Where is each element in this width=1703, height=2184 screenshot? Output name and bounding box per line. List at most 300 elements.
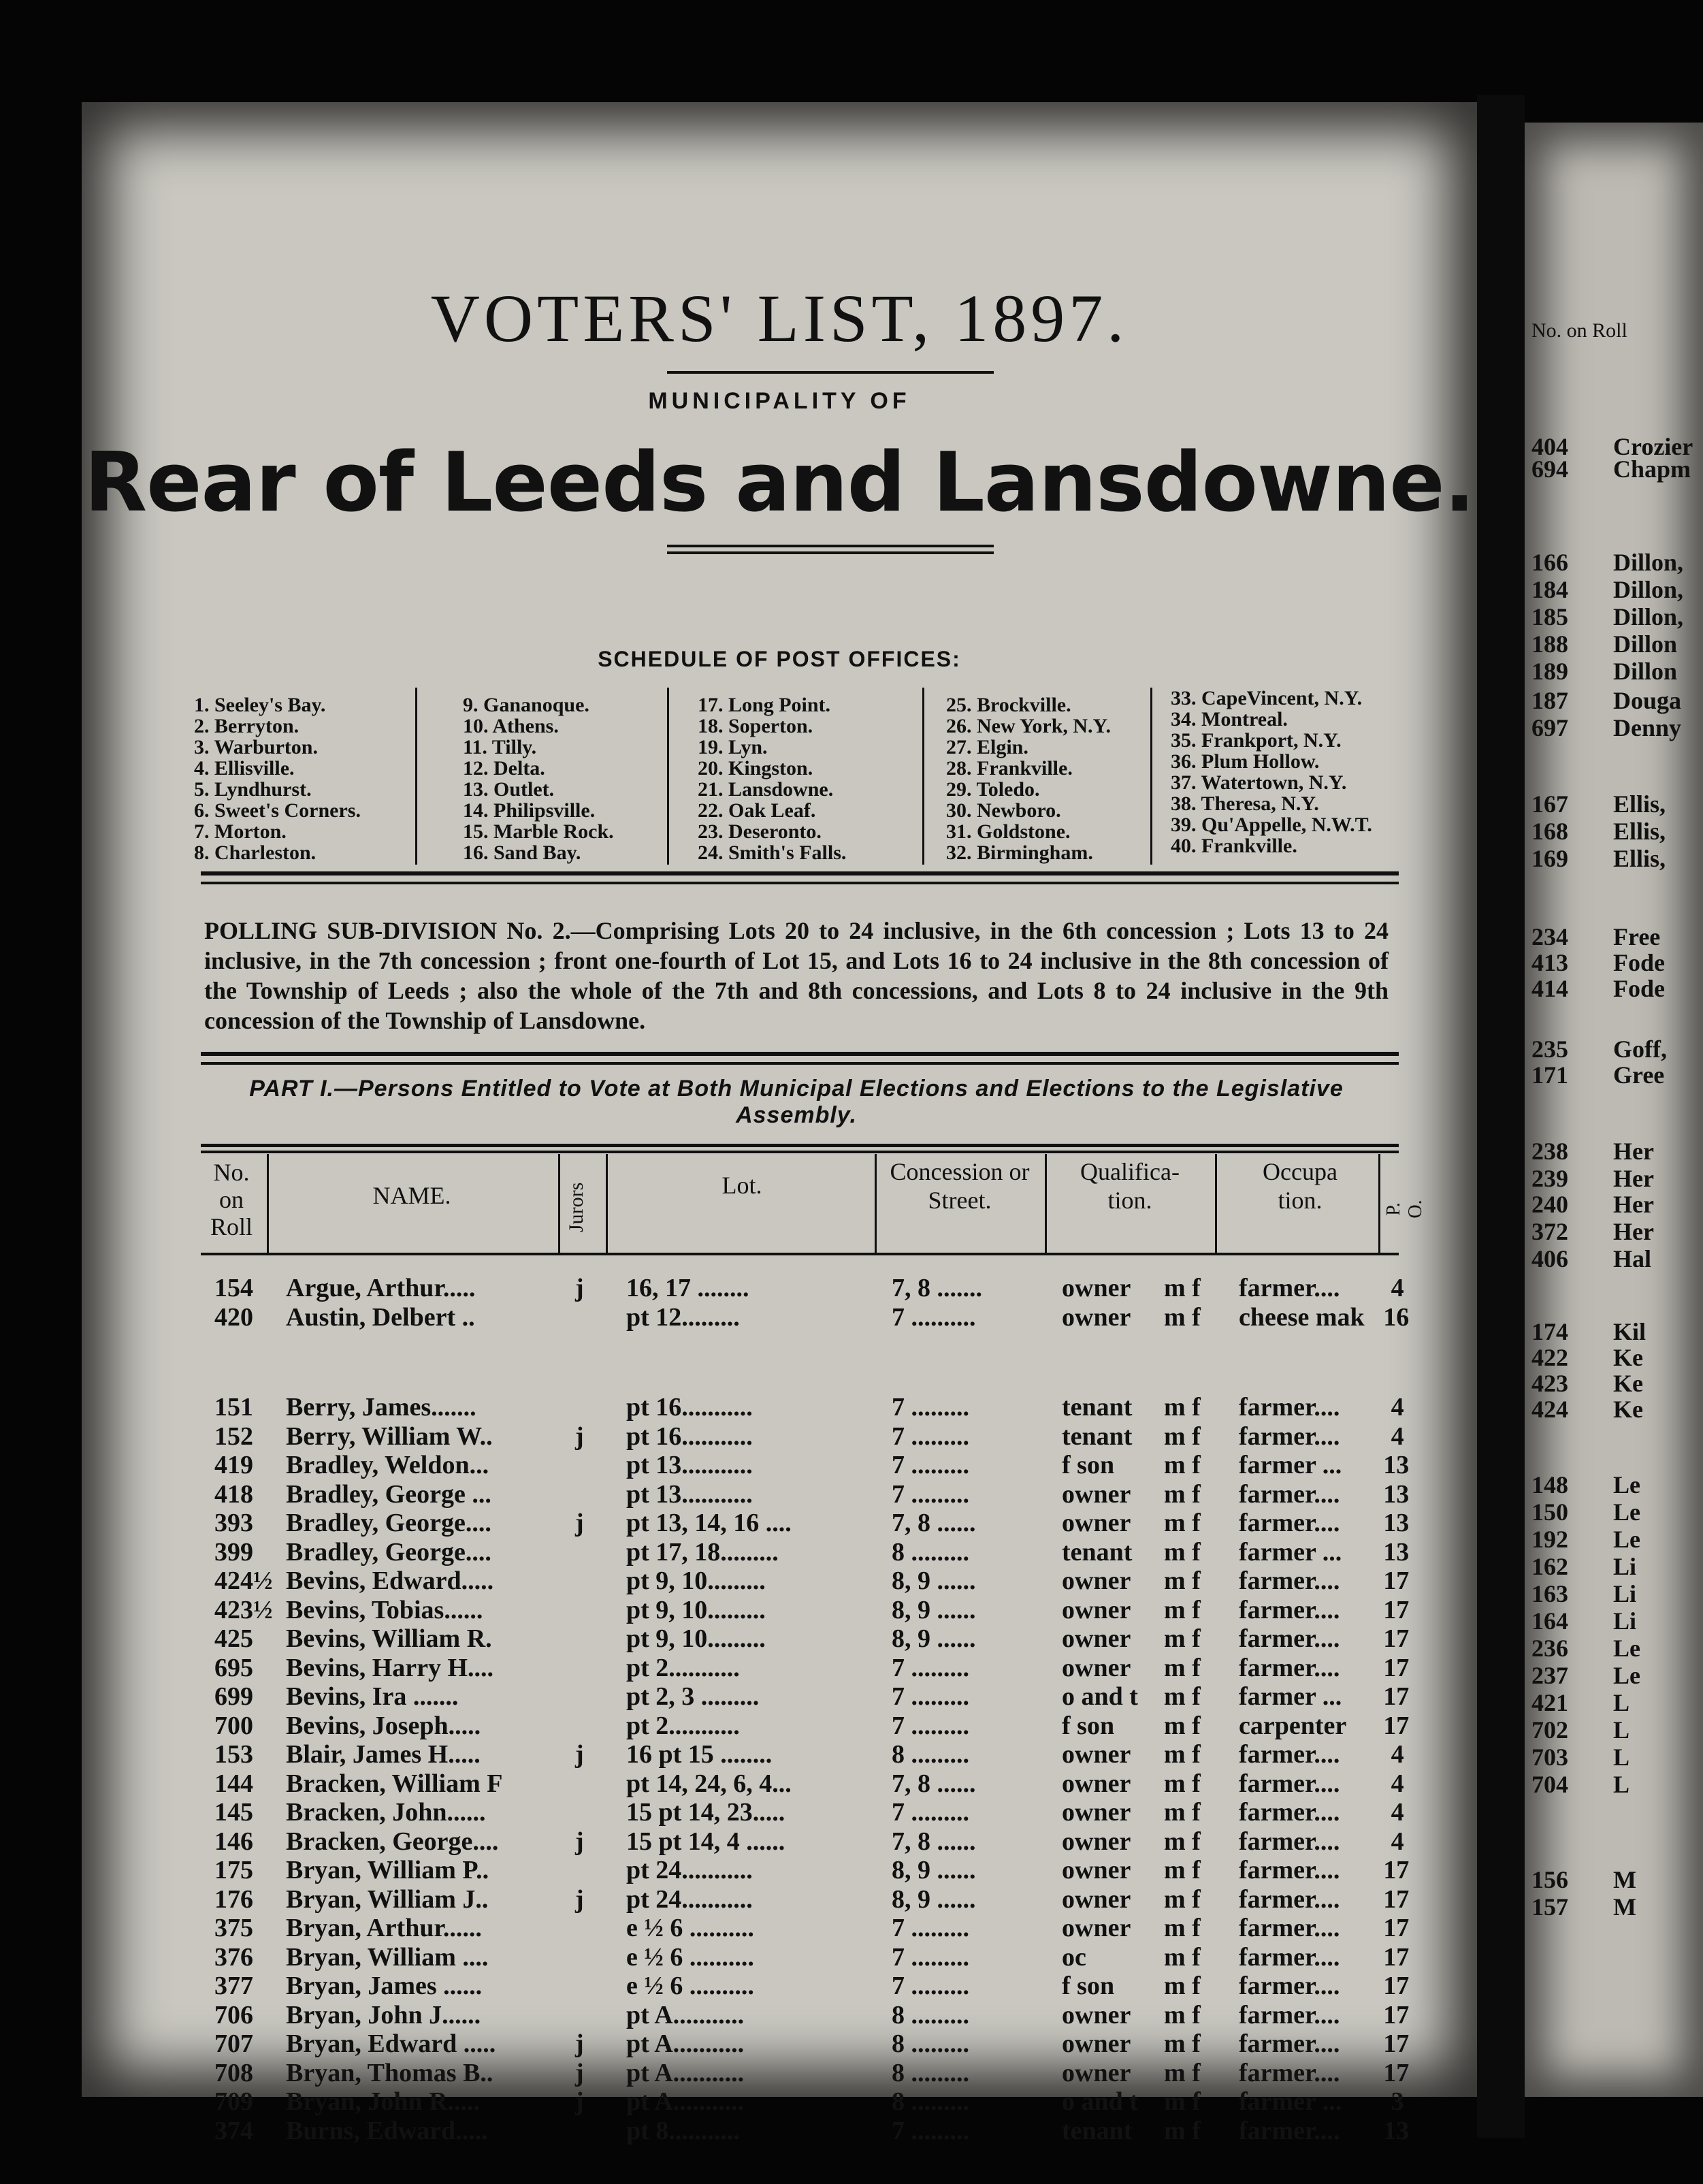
occupation: farmer.... (1239, 1567, 1340, 1595)
post-office-item: 14. Philipsville. (463, 799, 596, 822)
part-heading: PART I.—Persons Entitled to Vote at Both Municipal Elections and Elections to the Legislative Assembly. (249, 1076, 1344, 1128)
voter-name: Bryan, James ...... (286, 1972, 483, 2000)
table-row (82, 1392, 1477, 1421)
roll-number: 420 (214, 1302, 253, 1332)
voter-name: Bradley, George ... (286, 1479, 491, 1509)
adjacent-roll-number: 166 (1531, 549, 1568, 576)
municipality-name: Rear of Leeds and Lansdowne. (84, 436, 1475, 530)
adjacent-roll-number: 240 (1531, 1191, 1568, 1218)
occupation: farmer ... (1239, 1682, 1342, 1711)
table-row (82, 1739, 1477, 1768)
adjacent-name: L (1613, 1716, 1630, 1744)
table-header-rule (201, 1253, 1399, 1255)
adjacent-header: No. on Roll (1531, 319, 1627, 342)
concession: 7 ......... (892, 1653, 969, 1682)
post-office-number: 13 (1383, 1451, 1410, 1479)
post-office-number: 4 (1391, 1827, 1404, 1856)
adjacent-name: Ke (1613, 1396, 1643, 1423)
adjacent-name: Her (1613, 1218, 1654, 1245)
concession: 7 ......... (892, 2116, 969, 2145)
adjacent-name: L (1613, 1689, 1630, 1716)
roll-number: 146 (214, 1827, 253, 1856)
post-office-item: 35. Frankport, N.Y. (1171, 729, 1342, 752)
col-divider (267, 1154, 269, 1253)
juror-mark: j (575, 1422, 584, 1451)
occupation: farmer.... (1239, 1624, 1340, 1653)
adjacent-name: Le (1613, 1471, 1640, 1498)
qualification: owner (1062, 1884, 1131, 1914)
qualification: oc (1062, 1942, 1086, 1972)
mf-mark: m f (1164, 1740, 1201, 1769)
table-row (82, 2116, 1477, 2145)
voter-name: Bryan, Edward ..... (286, 2029, 496, 2058)
table-row (82, 1827, 1477, 1855)
adjacent-roll-number: 184 (1531, 576, 1568, 603)
occupation: farmer.... (1239, 1740, 1340, 1769)
header-lot (613, 1151, 871, 1253)
voter-name: Bracken, William F (286, 1769, 503, 1798)
adjacent-name: Ke (1613, 1344, 1643, 1371)
lot: pt 9, 10......... (626, 1624, 766, 1653)
table-row (82, 1624, 1477, 1652)
qualification: o and t (1062, 1682, 1138, 1711)
post-office-item: 17. Long Point. (698, 694, 831, 716)
occupation: farmer.... (1239, 1827, 1340, 1856)
concession: 8, 9 ...... (892, 1884, 976, 1914)
lot: pt 13, 14, 16 .... (626, 1509, 792, 1537)
concession: 7, 8 ...... (892, 1769, 976, 1798)
adjacent-name: Le (1613, 1526, 1640, 1553)
mf-mark: m f (1164, 1451, 1201, 1479)
concession: 7 ......... (892, 1393, 969, 1422)
post-office-number: 17 (1383, 1856, 1410, 1884)
juror-mark: j (575, 1740, 584, 1769)
post-office-number: 13 (1383, 1509, 1410, 1537)
post-office-item: 31. Goldstone. (946, 820, 1071, 843)
post-office-item: 5. Lyndhurst. (194, 778, 312, 801)
mf-mark: m f (1164, 2116, 1201, 2145)
header-jurors (562, 1151, 602, 1253)
adjacent-name: Dillon (1613, 630, 1678, 658)
mf-mark: m f (1164, 1884, 1201, 1914)
lot: pt 24........... (626, 1884, 753, 1914)
table-row (82, 1537, 1477, 1566)
concession: 7 ......... (892, 1682, 969, 1711)
lot: pt 2........... (626, 1653, 740, 1682)
post-office-number: 17 (1383, 2000, 1410, 2029)
roll-number: 707 (214, 2029, 253, 2058)
concession: 8, 9 ...... (892, 1567, 976, 1595)
post-office-number: 13 (1383, 2116, 1410, 2145)
mf-mark: m f (1164, 2058, 1201, 2087)
lot: 16, 17 ........ (626, 1274, 749, 1302)
header-occupation (1218, 1151, 1382, 1253)
table-row (82, 1682, 1477, 1710)
adjacent-roll-number: 413 (1531, 949, 1568, 976)
adjacent-roll-number: 163 (1531, 1580, 1568, 1607)
qualification: owner (1062, 1914, 1131, 1942)
table-row (82, 1653, 1477, 1682)
lot: pt A........... (626, 2000, 745, 2029)
table-row (82, 1971, 1477, 2000)
col-divider (1045, 1154, 1047, 1253)
qualification: tenant (1062, 1422, 1133, 1451)
adjacent-name: Le (1613, 1635, 1640, 1662)
occupation: farmer.... (1239, 1942, 1340, 1972)
occupation: farmer.... (1239, 1856, 1340, 1884)
post-office-number: 13 (1383, 1537, 1410, 1567)
table-top-rule (201, 1144, 1399, 1147)
qualification: owner (1062, 1740, 1131, 1769)
adjacent-roll-number: 189 (1531, 658, 1568, 685)
occupation: farmer.... (1239, 1595, 1340, 1624)
concession: 7 ......... (892, 1422, 969, 1451)
voter-name: Berry, William W.. (286, 1422, 493, 1451)
voter-name: Bevins, Edward..... (286, 1567, 494, 1595)
post-office-number: 4 (1391, 1422, 1404, 1451)
table-row (82, 1711, 1477, 1739)
adjacent-roll-number: 234 (1531, 923, 1568, 950)
adjacent-name: Dillon, (1613, 549, 1684, 576)
adjacent-roll-number: 424 (1531, 1396, 1568, 1423)
schedule-heading: SCHEDULE OF POST OFFICES: (598, 647, 961, 671)
adjacent-roll-number: 406 (1531, 1245, 1568, 1272)
juror-mark: j (575, 2058, 584, 2087)
mf-mark: m f (1164, 1422, 1201, 1451)
col-divider (875, 1154, 877, 1253)
header-qualification-label: Qualifica- tion. (1080, 1158, 1180, 1214)
adjacent-name: Ellis, (1613, 790, 1666, 818)
table-row (82, 2087, 1477, 2115)
lot: e ½ 6 .......... (626, 1914, 754, 1942)
voter-name: Bevins, William R. (286, 1624, 492, 1653)
post-office-item: 27. Elgin. (946, 736, 1028, 758)
qualification: owner (1062, 1595, 1131, 1624)
adjacent-name: Douga (1613, 687, 1682, 714)
occupation: farmer.... (1239, 2000, 1340, 2029)
qualification: owner (1062, 1856, 1131, 1884)
post-office-item: 8. Charleston. (194, 841, 317, 864)
roll-number: 418 (214, 1479, 253, 1509)
post-office-number: 17 (1383, 1884, 1410, 1914)
occupation: farmer ... (1239, 1451, 1342, 1479)
header-name-label: NAME. (372, 1182, 451, 1209)
post-office-number: 4 (1391, 1740, 1404, 1769)
post-office-number: 17 (1383, 1914, 1410, 1942)
mf-mark: m f (1164, 1798, 1201, 1827)
juror-mark: j (575, 1274, 584, 1302)
adjacent-roll-number: 421 (1531, 1689, 1568, 1716)
qualification: owner (1062, 1624, 1131, 1653)
roll-number: 419 (214, 1451, 253, 1479)
post-office-number: 16 (1383, 1302, 1410, 1332)
voter-name: Austin, Delbert .. (286, 1302, 475, 1332)
adjacent-roll-number: 150 (1531, 1498, 1568, 1526)
municipality-rule (667, 545, 994, 547)
lot: e ½ 6 .......... (626, 1942, 754, 1972)
post-office-number: 3 (1391, 2087, 1404, 2116)
post-office-item: 30. Newboro. (946, 799, 1061, 822)
adjacent-roll-number: 704 (1531, 1771, 1568, 1798)
post-office-item: 40. Frankville. (1171, 835, 1297, 857)
roll-number: 700 (214, 1711, 253, 1740)
post-office-number: 17 (1383, 2058, 1410, 2087)
concession: 8 ......... (892, 2058, 969, 2087)
post-office-column (946, 694, 1111, 863)
lot: pt 12......... (626, 1302, 740, 1332)
adjacent-roll-number: 174 (1531, 1318, 1568, 1345)
juror-mark: j (575, 1509, 584, 1537)
mf-mark: m f (1164, 1595, 1201, 1624)
municipality-label: MUNICIPALITY OF (648, 388, 911, 414)
mf-mark: m f (1164, 1682, 1201, 1711)
post-office-item: 3. Warburton. (194, 736, 318, 758)
schedule-divider (1150, 688, 1152, 865)
table-row (82, 1422, 1477, 1450)
schedule-rule-2 (201, 882, 1399, 884)
lot: 15 pt 14, 4 ...... (626, 1827, 785, 1856)
post-office-item: 11. Tilly. (463, 736, 537, 758)
adjacent-name: M (1613, 1866, 1636, 1893)
occupation: farmer.... (1239, 1393, 1340, 1422)
lot: pt 9, 10......... (626, 1567, 766, 1595)
voter-name: Berry, James....... (286, 1393, 476, 1422)
lot: pt 16........... (626, 1422, 753, 1451)
qualification: tenant (1062, 2116, 1133, 2145)
concession: 7 ......... (892, 1711, 969, 1740)
juror-mark: j (575, 2029, 584, 2058)
lot: 15 pt 14, 23..... (626, 1798, 785, 1827)
adjacent-roll-number: 372 (1531, 1218, 1568, 1245)
adjacent-roll-number: 414 (1531, 975, 1568, 1002)
concession: 8 ......... (892, 2000, 969, 2029)
col-divider (606, 1154, 608, 1253)
post-office-item: 9. Gananoque. (463, 694, 589, 716)
adjacent-roll-number: 185 (1531, 603, 1568, 630)
post-office-item: 38. Theresa, N.Y. (1171, 792, 1319, 815)
post-office-item: 34. Montreal. (1171, 708, 1288, 730)
adjacent-name: Le (1613, 1498, 1640, 1526)
lot: pt 13........... (626, 1479, 753, 1509)
voter-name: Bryan, Arthur...... (286, 1914, 482, 1942)
concession: 8, 9 ...... (892, 1856, 976, 1884)
adjacent-name: Le (1613, 1662, 1640, 1689)
header-jurors-label: Jurors (565, 1182, 587, 1232)
post-office-item: 32. Birmingham. (946, 841, 1093, 864)
post-office-column (1171, 688, 1372, 856)
adjacent-roll-number: 237 (1531, 1662, 1568, 1689)
qualification: owner (1062, 2058, 1131, 2087)
occupation: farmer.... (1239, 2058, 1340, 2087)
roll-number: 393 (214, 1509, 253, 1537)
adjacent-name: Ellis, (1613, 818, 1666, 845)
concession: 7 ......... (892, 1942, 969, 1972)
qualification: f son (1062, 1972, 1115, 2000)
adjacent-name: Her (1613, 1165, 1654, 1192)
roll-number: 708 (214, 2058, 253, 2087)
roll-number: 144 (214, 1769, 253, 1798)
concession: 8 ......... (892, 1537, 969, 1567)
post-office-item: 33. CapeVincent, N.Y. (1171, 687, 1363, 709)
mf-mark: m f (1164, 2087, 1201, 2116)
concession: 8 ......... (892, 2029, 969, 2058)
adjacent-name: Goff, (1613, 1035, 1667, 1063)
voter-name: Bevins, Ira ....... (286, 1682, 459, 1711)
voter-name: Bryan, William P.. (286, 1856, 489, 1884)
voter-name: Bradley, George.... (286, 1509, 491, 1537)
concession: 8 ......... (892, 2087, 969, 2116)
table-row (82, 1884, 1477, 1913)
voter-name: Bryan, John R..... (286, 2087, 481, 2116)
voter-name: Bevins, Harry H.... (286, 1653, 494, 1682)
adjacent-roll-number: 164 (1531, 1607, 1568, 1635)
post-office-item: 2. Berryton. (194, 715, 299, 737)
header-qualification (1048, 1151, 1212, 1253)
post-office-number: 17 (1383, 1942, 1410, 1972)
post-office-item: 7. Morton. (194, 820, 287, 843)
adjacent-roll-number: 423 (1531, 1370, 1568, 1397)
roll-number: 424½ (214, 1567, 273, 1595)
roll-number: 145 (214, 1798, 253, 1827)
mf-mark: m f (1164, 1393, 1201, 1422)
mf-mark: m f (1164, 1509, 1201, 1537)
roll-number: 423½ (214, 1595, 273, 1624)
roll-number: 152 (214, 1422, 253, 1451)
schedule-rule (201, 871, 1399, 876)
roll-number: 709 (214, 2087, 253, 2116)
voter-name: Bryan, William .... (286, 1942, 489, 1972)
header-po-label: P. O. (1383, 1200, 1426, 1219)
roll-number: 175 (214, 1856, 253, 1884)
qualification: owner (1062, 1302, 1131, 1332)
post-office-number: 17 (1383, 1567, 1410, 1595)
post-office-number: 4 (1391, 1274, 1404, 1302)
roll-number: 154 (214, 1274, 253, 1302)
adjacent-page (1525, 123, 1703, 2097)
adjacent-name: Free (1613, 923, 1661, 950)
concession: 7, 8 ...... (892, 1827, 976, 1856)
mf-mark: m f (1164, 1769, 1201, 1798)
post-office-item: 21. Lansdowne. (698, 778, 834, 801)
adjacent-name: Li (1613, 1553, 1637, 1580)
adjacent-name: L (1613, 1771, 1630, 1798)
voter-name: Bracken, George.... (286, 1827, 499, 1856)
adjacent-name: M (1613, 1893, 1636, 1921)
qualification: owner (1062, 1769, 1131, 1798)
post-office-item: 28. Frankville. (946, 757, 1073, 780)
adjacent-name: Kil (1613, 1318, 1647, 1345)
adjacent-roll-number: 702 (1531, 1716, 1568, 1744)
roll-number: 375 (214, 1914, 253, 1942)
adjacent-name: Ellis, (1613, 845, 1666, 872)
adjacent-roll-number: 239 (1531, 1165, 1568, 1192)
lot: pt A........... (626, 2058, 745, 2087)
concession: 7 ......... (892, 1451, 969, 1479)
col-divider (1215, 1154, 1217, 1253)
mf-mark: m f (1164, 2000, 1201, 2029)
adjacent-name: Chapm (1613, 455, 1691, 483)
qualification: f son (1062, 1451, 1115, 1479)
roll-number: 377 (214, 1972, 253, 2000)
roll-number: 425 (214, 1624, 253, 1653)
post-office-number: 4 (1391, 1769, 1404, 1798)
header-po (1382, 1151, 1426, 1253)
table-row (82, 2000, 1477, 2029)
desc-rule-2 (201, 1062, 1399, 1065)
adjacent-roll-number: 156 (1531, 1866, 1568, 1893)
adjacent-roll-number: 238 (1531, 1138, 1568, 1165)
occupation: farmer.... (1239, 1884, 1340, 1914)
adjacent-name: Hal (1613, 1245, 1652, 1272)
post-office-number: 17 (1383, 1595, 1410, 1624)
post-office-item: 19. Lyn. (698, 736, 768, 758)
occupation: carpenter (1239, 1711, 1347, 1740)
table-row (82, 1508, 1477, 1537)
adjacent-name: Ke (1613, 1370, 1643, 1397)
voter-name: Blair, James H..... (286, 1740, 481, 1769)
post-office-column (194, 694, 361, 863)
adjacent-name: Li (1613, 1607, 1637, 1635)
adjacent-roll-number: 169 (1531, 845, 1568, 872)
page-title: VOTERS' LIST, 1897. (430, 280, 1129, 356)
occupation: farmer.... (1239, 1509, 1340, 1537)
post-office-number: 13 (1383, 1479, 1410, 1509)
juror-mark: j (575, 2087, 584, 2116)
post-office-item: 24. Smith's Falls. (698, 841, 847, 864)
header-no (201, 1151, 262, 1253)
mf-mark: m f (1164, 1537, 1201, 1567)
lot: 16 pt 15 ........ (626, 1740, 773, 1769)
qualification: owner (1062, 1567, 1131, 1595)
post-office-item: 1. Seeley's Bay. (194, 694, 326, 716)
concession: 8, 9 ...... (892, 1595, 976, 1624)
roll-number: 153 (214, 1740, 253, 1769)
lot: pt 9, 10......... (626, 1595, 766, 1624)
roll-number: 176 (214, 1884, 253, 1914)
lot: pt A........... (626, 2029, 745, 2058)
occupation: farmer.... (1239, 1798, 1340, 1827)
table-row (82, 1769, 1477, 1797)
post-office-item: 36. Plum Hollow. (1171, 750, 1320, 773)
post-office-number: 17 (1383, 1711, 1410, 1740)
adjacent-roll-number: 188 (1531, 630, 1568, 658)
header-lot-label: Lot. (721, 1172, 762, 1199)
post-office-item: 23. Deseronto. (698, 820, 822, 843)
lot: pt 2........... (626, 1711, 740, 1740)
mf-mark: m f (1164, 1624, 1201, 1653)
post-office-number: 17 (1383, 1682, 1410, 1711)
mf-mark: m f (1164, 1567, 1201, 1595)
lot: pt 17, 18......... (626, 1537, 779, 1567)
concession: 7 ......... (892, 1479, 969, 1509)
occupation: farmer ... (1239, 2087, 1342, 2116)
mf-mark: m f (1164, 1827, 1201, 1856)
adjacent-roll-number: 157 (1531, 1893, 1568, 1921)
juror-mark: j (575, 1827, 584, 1856)
lot: pt A........... (626, 2087, 745, 2116)
occupation: farmer.... (1239, 2029, 1340, 2058)
adjacent-roll-number: 703 (1531, 1744, 1568, 1771)
lot: pt 2, 3 ......... (626, 1682, 760, 1711)
roll-number: 399 (214, 1537, 253, 1567)
lot: pt 14, 24, 6, 4... (626, 1769, 792, 1798)
adjacent-roll-number: 694 (1531, 455, 1568, 483)
post-office-number: 17 (1383, 1624, 1410, 1653)
qualification: owner (1062, 1827, 1131, 1856)
voter-name: Bevins, Tobias...... (286, 1595, 483, 1624)
post-office-column (463, 694, 614, 863)
table-row (82, 2029, 1477, 2057)
